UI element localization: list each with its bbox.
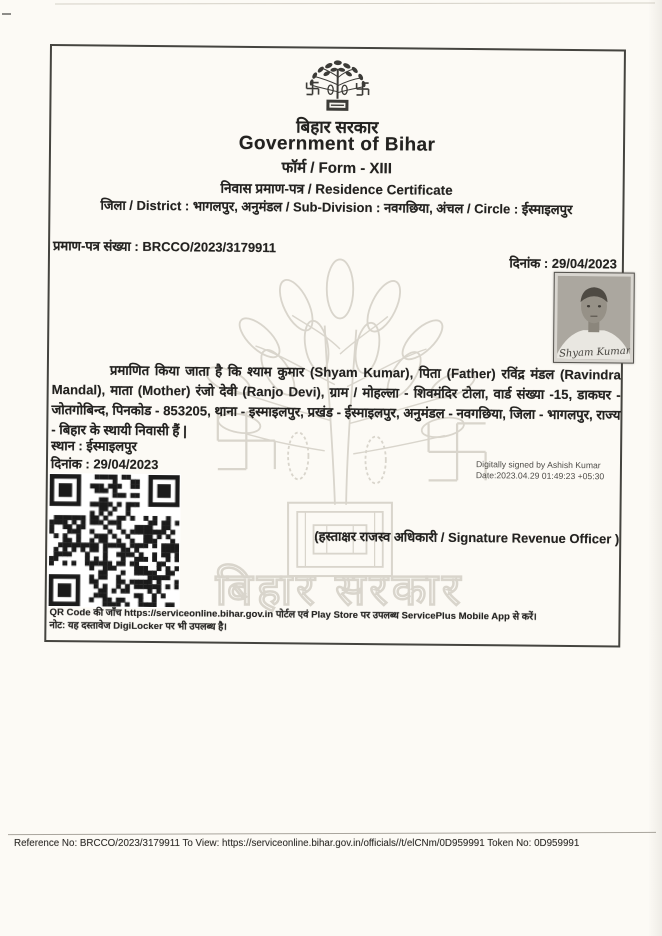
body-text-segment: रंजो देवी — [190, 383, 243, 399]
qr-verification-note: QR Code की जाँच https://serviceonline.bihar.gov.in पोर्टल एवं Play Store पर उपलब्ध ServicePlus Mobile App से करें। — [49, 607, 537, 623]
father-name-english: (Ravindra Mandal) — [51, 366, 621, 398]
issue-place: स्थान : ईस्माइलपुर — [51, 438, 137, 454]
applicant-photo-image — [557, 276, 631, 360]
address-details-text: , ग्राम / मोहल्ला - शिवमंदिर टोला, वार्ड संख्या -15, डाकघर - जोतगोबिन्द, पिनकोड - 853205, थाना - इस्माइलपुर, प्रखंड - ईस्माइलपुर, अनुमंडल - नवगछिया, जिला - भागलपुर, राज्य - बिहार के स्थायी निवासी हैं | — [51, 384, 621, 439]
qr-code-container — [48, 473, 181, 608]
bihar-emblem-icon — [299, 56, 376, 115]
body-text-segment: रविंद्र मंडल — [495, 366, 561, 382]
revenue-officer-signature-line — [314, 527, 619, 548]
photo-signature: Shyam Kumar — [558, 345, 631, 360]
form-number: फॉर्म / Form - XIII — [281, 159, 393, 178]
mother-label-english: (Mother) — [137, 382, 191, 399]
body-text-segment: , माता — [101, 382, 138, 398]
issue-date-top — [509, 253, 617, 272]
body-text-segment: प्रमाणित किया जाता है कि श्याम कुमार — [109, 362, 311, 380]
certificate-number — [53, 236, 276, 256]
certificate-body-text — [51, 360, 621, 445]
applicant-name-english: (Shyam Kumar) — [309, 364, 410, 381]
signature-label-english: Signature Revenue Officer ) — [447, 529, 620, 547]
father-label-english: (Father) — [446, 365, 496, 382]
govt-title-hindi: बिहार सरकार — [296, 117, 379, 138]
certificate-number-value: BRCCO/2023/3179911 — [142, 238, 277, 256]
govt-title-english: Government of Bihar — [238, 132, 436, 156]
digital-signature-line1: Digitally signed by Ashish Kumar — [475, 459, 601, 471]
verification-notes — [49, 606, 536, 637]
mother-name-english: (Ranjo Devi) — [242, 383, 321, 400]
footer-reference: Reference No: BRCCO/2023/3179911 To View: https://serviceonline.bihar.gov.in/officials//t/elCNm/0D959991 Token No: 0D959991 — [14, 838, 580, 849]
district-subdivision-circle-line: जिला / District : भागलपुर, अनुमंडल / Sub-Division : नवगछिया, अंचल / Circle : ईस्माइलपुर — [100, 197, 573, 218]
signature-label-hindi: (हस्ताक्षर राजस्व अधिकारी / — [314, 528, 449, 545]
footer-divider — [8, 832, 656, 835]
certificate-border-box — [44, 44, 631, 648]
issue-date-bottom: दिनांक : 29/04/2023 — [50, 456, 159, 473]
watermark-text: बिहार सरकार — [215, 564, 465, 614]
applicant-photo — [553, 272, 635, 364]
scan-artifact-mark — [2, 13, 11, 15]
qr-code — [49, 474, 180, 607]
digital-signature-block — [476, 459, 605, 482]
issue-date-top-label: दिनांक : — [509, 255, 549, 271]
digilocker-note: नोट: यह दस्तावेज DigiLocker पर भी उपलब्ध है। — [49, 620, 227, 633]
certificate-number-label: प्रमाण-पत्र संख्या : — [52, 238, 139, 254]
body-text-segment: , पिता — [409, 365, 447, 381]
scan-artifact-line — [55, 2, 655, 4]
digital-signature-line2: Date:2023.04.29 01:49:23 +05:30 — [475, 470, 605, 482]
certificate-title: निवास प्रमाण-पत्र / Residence Certificate — [220, 180, 453, 198]
issue-date-top-value: 29/04/2023 — [551, 255, 617, 272]
